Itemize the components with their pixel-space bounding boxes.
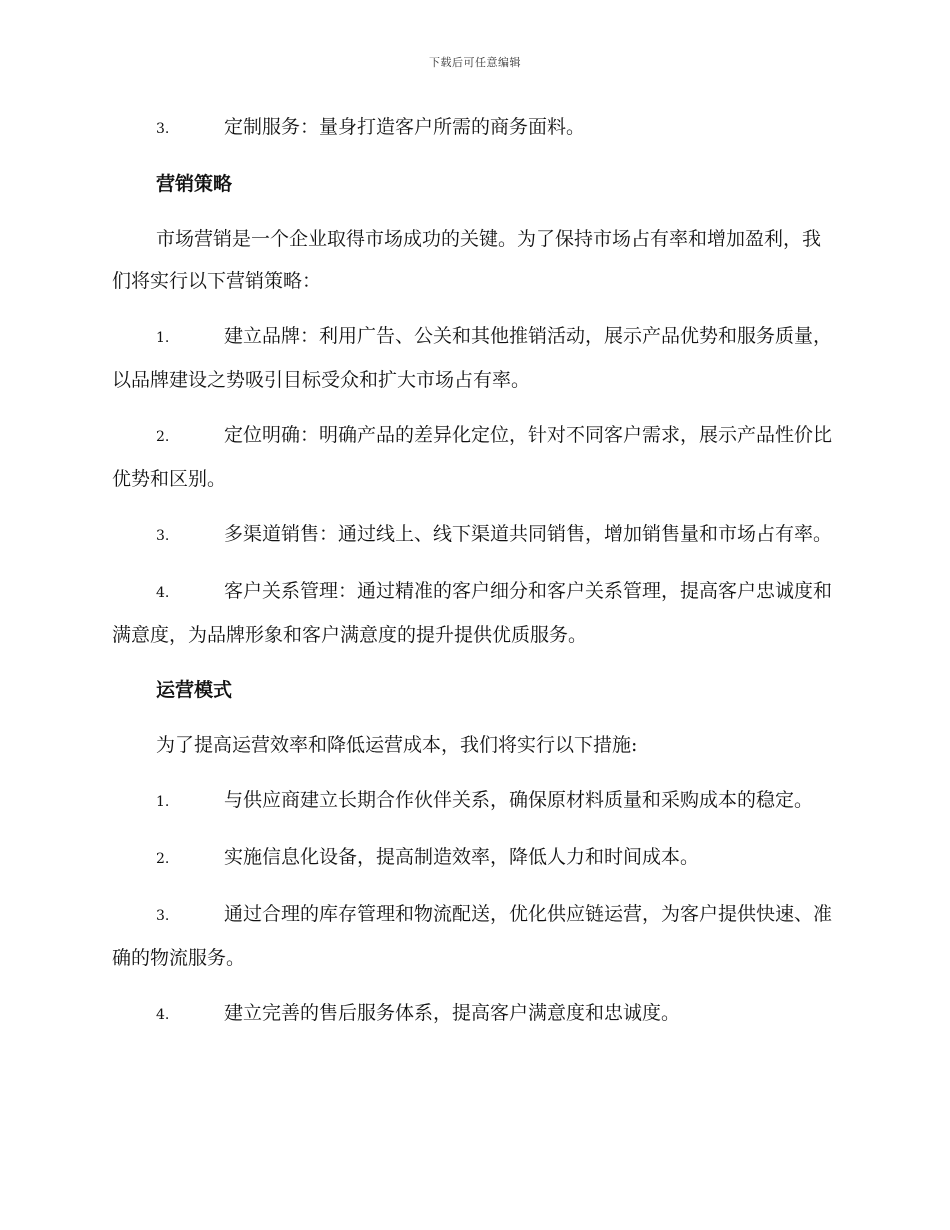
list-text: 建立品牌：利用广告、公关和其他推销活动，展示产品优势和服务质量，以品牌建设之势吸引目标受众和扩大市场占有率。 [112, 325, 833, 391]
document-body [112, 106, 836, 1049]
marketing-item-4 [112, 570, 836, 656]
list-text: 实施信息化设备，提高制造效率，降低人力和时间成本。 [224, 846, 700, 868]
list-text: 定制服务：量身打造客户所需的商务面料。 [224, 116, 586, 138]
list-number: 3. [156, 121, 170, 137]
operations-item-1 [112, 779, 836, 823]
list-number: 2. [156, 851, 170, 867]
list-number: 1. [156, 794, 170, 810]
marketing-item-2 [112, 414, 836, 500]
list-number: 2. [156, 429, 170, 445]
operations-item-3 [112, 893, 836, 979]
list-number: 3. [156, 528, 170, 544]
section-heading-operations: 运营模式 [156, 679, 233, 701]
list-text: 客户关系管理：通过精准的客户细分和客户关系管理，提高客户忠诚度和满意度，为品牌形象和客户满意度的提升提供优质服务。 [112, 580, 833, 646]
list-text: 建立完善的售后服务体系，提高客户满意度和忠诚度。 [224, 1002, 681, 1024]
section-heading-marketing: 营销策略 [156, 173, 233, 195]
operations-item-4 [112, 992, 836, 1036]
list-number: 3. [156, 908, 170, 924]
list-text: 与供应商建立长期合作伙伴关系，确保原材料质量和采购成本的稳定。 [224, 789, 814, 811]
list-number: 4. [156, 585, 170, 601]
list-text: 定位明确：明确产品的差异化定位，针对不同客户需求，展示产品性价比优势和区别。 [112, 424, 833, 490]
list-item-custom-service [112, 106, 836, 150]
list-number: 1. [156, 330, 170, 346]
list-text: 通过合理的库存管理和物流配送，优化供应链运营，为客户提供快速、准确的物流服务。 [112, 903, 833, 969]
marketing-intro-paragraph: 市场营销是一个企业取得市场成功的关键。为了保持市场占有率和增加盈利，我们将实行以下营销策略： [112, 228, 822, 292]
page-header: 下载后可任意编辑 [429, 56, 521, 69]
operations-intro-paragraph: 为了提高运营效率和降低运营成本，我们将实行以下措施: [156, 734, 638, 756]
marketing-item-3 [112, 513, 836, 557]
list-number: 4. [156, 1007, 170, 1023]
list-text: 多渠道销售：通过线上、线下渠道共同销售，增加销售量和市场占有率。 [224, 523, 833, 545]
marketing-item-1 [112, 315, 836, 401]
operations-item-2 [112, 836, 836, 880]
